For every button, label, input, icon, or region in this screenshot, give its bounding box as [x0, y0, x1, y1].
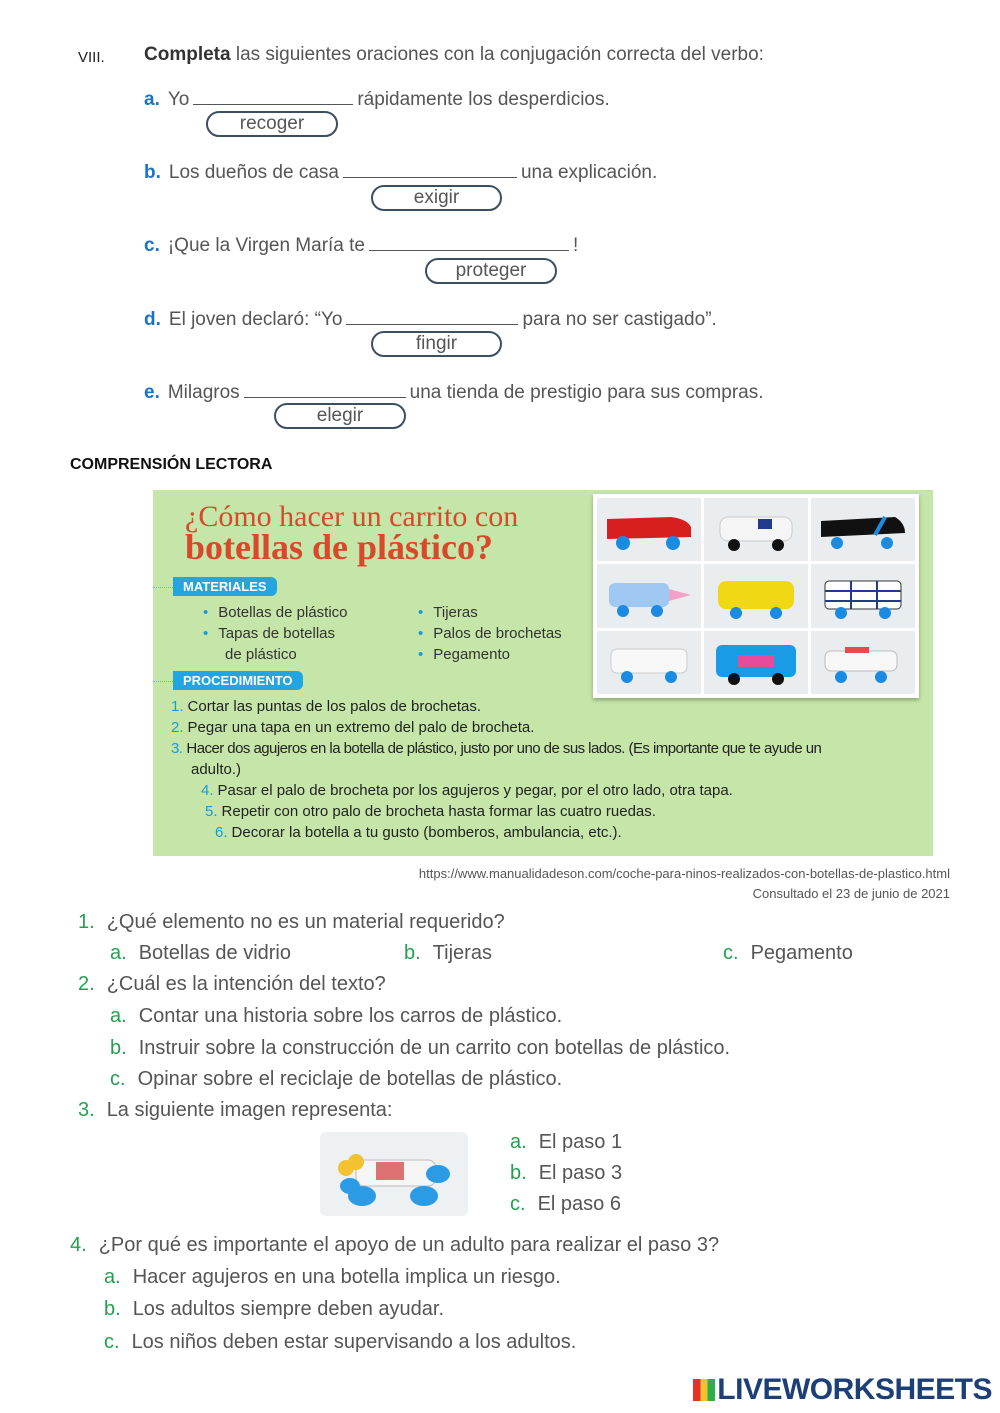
option[interactable]: a. Hacer agujeros en una botella implica un riesgo.	[104, 1266, 561, 1288]
verb-hint-recoger: recoger	[206, 111, 338, 137]
verb-hint-exigir: exigir	[371, 185, 502, 211]
sentence-c	[144, 232, 578, 257]
material-item: • Pegamento	[418, 646, 510, 663]
procedure-step: 5. Repetir con otro palo de brocheta hasta formar las cuatro ruedas.	[205, 803, 656, 820]
card-title-line2: botellas de plástico?	[185, 527, 494, 567]
sentence-letter: e.	[144, 382, 160, 403]
bottle-car-icon	[320, 1132, 468, 1216]
sentence-after: para no ser castigado”.	[522, 309, 717, 330]
answer-blank[interactable]	[346, 306, 518, 325]
bottle-cars-photo-grid	[593, 494, 919, 698]
verb-hint-fingir: fingir	[371, 331, 502, 357]
bottle-car-image	[704, 631, 808, 694]
option[interactable]: b. Instruir sobre la construcción de un carrito con botellas de plástico.	[110, 1037, 731, 1059]
sentence-letter: b.	[144, 162, 161, 183]
answer-blank[interactable]	[369, 232, 569, 251]
material-item: • Tapas de botellas	[203, 625, 336, 642]
sentence-letter: c.	[144, 235, 160, 256]
option[interactable]: b. El paso 3	[510, 1162, 623, 1184]
bottle-car-image	[597, 631, 701, 694]
instruction	[144, 44, 764, 66]
option[interactable]: c. El paso 6	[510, 1193, 621, 1215]
material-item: • Tijeras	[418, 604, 478, 621]
answer-blank[interactable]	[244, 379, 406, 398]
source-url[interactable]: https://www.manualidadeson.com/coche-para-ninos-realizados-con-botellas-de-plastico.html	[418, 866, 950, 881]
question-3: 3. La siguiente imagen representa:	[78, 1099, 393, 1121]
sentence-e	[144, 379, 764, 404]
bottle-car-image	[811, 631, 915, 694]
instruction-card	[153, 490, 933, 856]
instruction-bold: Completa	[144, 44, 231, 65]
bottle-car-image	[597, 564, 701, 627]
option[interactable]: a. El paso 1	[510, 1131, 623, 1153]
option[interactable]: a. Botellas de vidrio	[110, 942, 291, 964]
answer-blank[interactable]	[343, 159, 517, 178]
sentence-letter: d.	[144, 309, 161, 330]
option[interactable]: c. Los niños deben estar supervisando a los adultos.	[104, 1331, 577, 1353]
sentence-before: ¡Que la Virgen María te	[167, 235, 365, 256]
option[interactable]: b. Tijeras	[404, 942, 492, 964]
bottle-car-image	[704, 498, 808, 561]
sentence-before: El joven declaró: “Yo	[168, 309, 343, 330]
procedure-step: 2. Pegar una tapa en un extremo del palo de brocheta.	[171, 719, 535, 736]
option[interactable]: c. Opinar sobre el reciclaje de botellas de plástico.	[110, 1068, 563, 1090]
procedure-step: 3. Hacer dos agujeros en la botella de plástico, justo por uno de sus lados. (Es importante que te ayude un	[171, 740, 822, 757]
procedure-step: 6. Decorar la botella a tu gusto (bomberos, ambulancia, etc.).	[215, 824, 622, 841]
material-item: • Palos de brochetas	[418, 625, 562, 642]
procedure-step-continued: adulto.)	[191, 761, 242, 778]
sentence-before: Yo	[167, 89, 190, 110]
bottle-car-image	[597, 498, 701, 561]
verb-hint-elegir: elegir	[274, 403, 406, 429]
sentence-b	[144, 159, 657, 184]
sentence-d	[144, 306, 717, 331]
material-item: • Botellas de plástico	[203, 604, 348, 621]
card-title-line1: ¿Cómo hacer un carrito con	[185, 500, 519, 533]
option[interactable]: c. Pegamento	[723, 942, 853, 964]
bottle-car-photo	[320, 1132, 468, 1216]
logo-icon	[693, 1379, 715, 1401]
verb-hint-proteger: proteger	[425, 258, 557, 284]
material-item: de plástico	[225, 646, 297, 663]
instruction-text: las siguientes oraciones con la conjugación correcta del verbo:	[235, 44, 764, 65]
sentence-after: !	[573, 235, 579, 256]
bottle-car-image	[704, 564, 808, 627]
sentence-letter: a.	[144, 89, 160, 110]
materials-label: MATERIALES	[173, 577, 277, 596]
option[interactable]: b. Los adultos siempre deben ayudar.	[104, 1298, 445, 1320]
sentence-after: una explicación.	[520, 162, 658, 183]
bottle-car-image	[811, 564, 915, 627]
sentence-after: una tienda de prestigio para sus compras.	[409, 382, 764, 403]
procedure-label: PROCEDIMIENTO	[173, 671, 303, 690]
sentence-a	[144, 86, 610, 111]
reading-heading: COMPRENSIÓN LECTORA	[70, 456, 273, 473]
logo-text: LIVEWORKSHEETS	[717, 1373, 992, 1406]
consulted-date: Consultado el 23 de junio de 2021	[752, 886, 950, 901]
question-2: 2. ¿Cuál es la intención del texto?	[78, 973, 386, 995]
procedure-step: 1. Cortar las puntas de los palos de brochetas.	[171, 698, 482, 715]
sentence-after: rápidamente los desperdicios.	[357, 89, 610, 110]
sentence-before: Los dueños de casa	[168, 162, 339, 183]
answer-blank[interactable]	[193, 86, 353, 105]
question-1: 1. ¿Qué elemento no es un material requerido?	[78, 911, 505, 933]
sentence-before: Milagros	[167, 382, 240, 403]
option[interactable]: a. Contar una historia sobre los carros de plástico.	[110, 1005, 563, 1027]
liveworksheets-logo[interactable]	[693, 1373, 992, 1407]
bottle-car-image	[811, 498, 915, 561]
section-number: VIII.	[78, 49, 105, 66]
procedure-step: 4. Pasar el palo de brocheta por los agujeros y pegar, por el otro lado, otra tapa.	[201, 782, 733, 799]
question-4: 4. ¿Por qué es importante el apoyo de un adulto para realizar el paso 3?	[70, 1234, 720, 1256]
